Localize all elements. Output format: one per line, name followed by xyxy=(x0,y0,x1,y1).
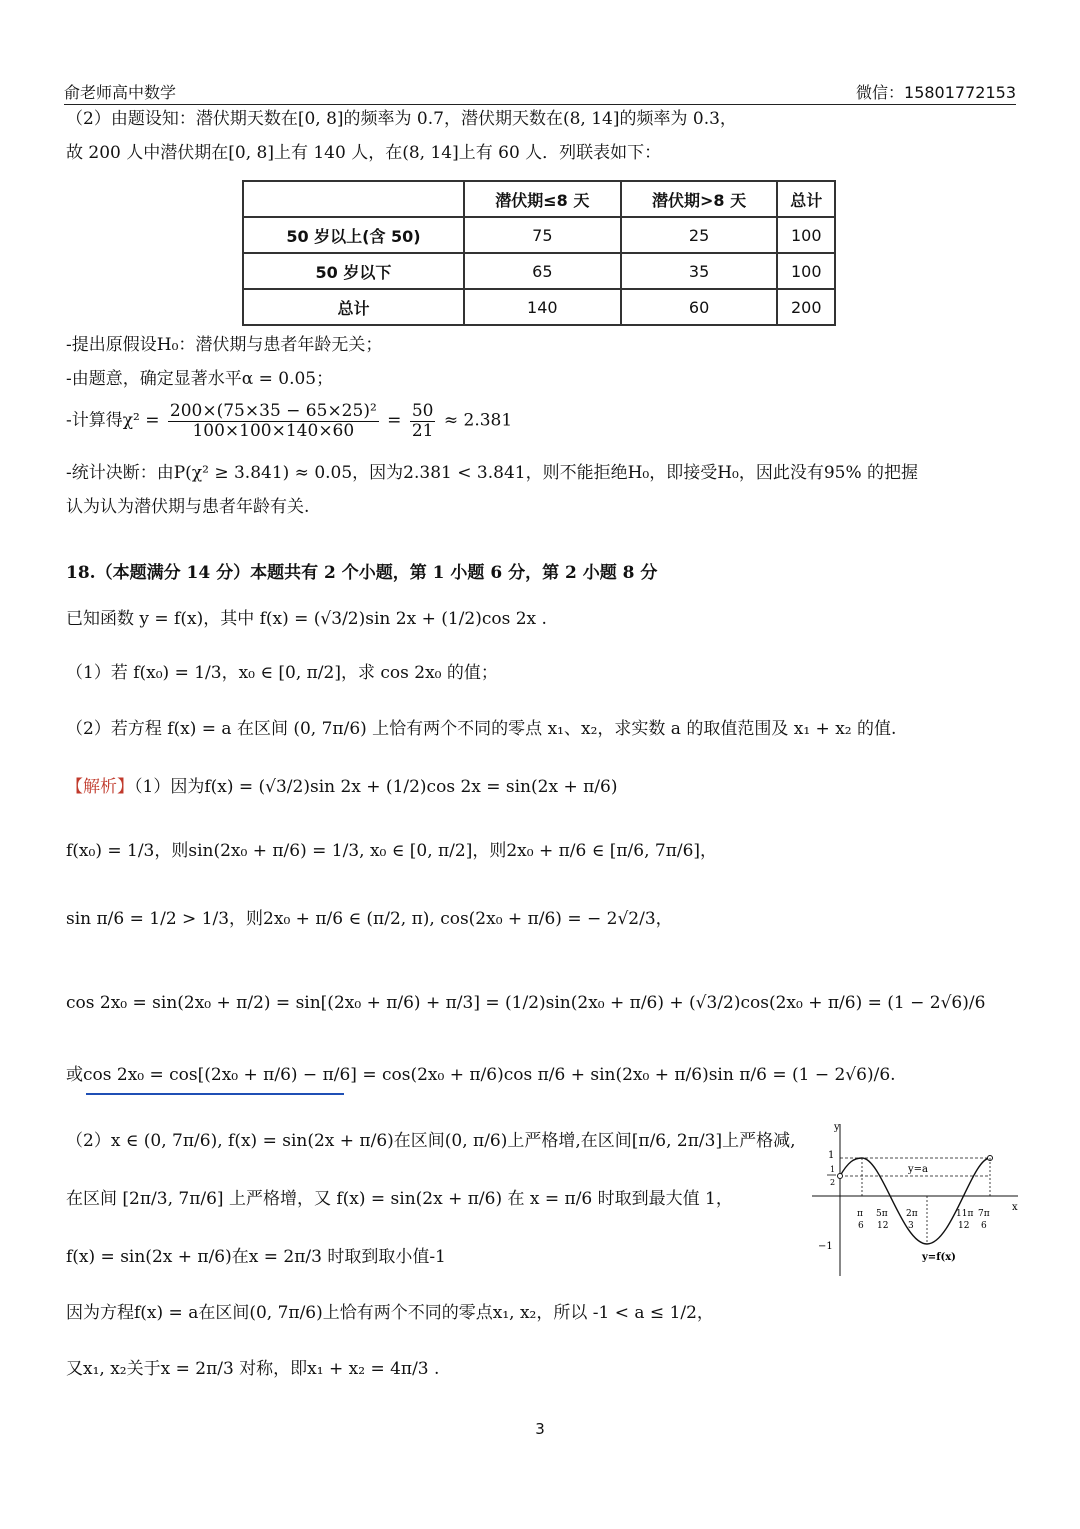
calc-equals: = xyxy=(387,410,402,431)
table-cell: 200 xyxy=(777,289,835,325)
open-dot-start xyxy=(838,1174,843,1179)
problem18-q2: （2）若方程 f(x) = a 在区间 (0, 7π/6) 上恰有两个不同的零点 x₁、x₂，求实数 a 的取值范围及 x₁ + x₂ 的值. xyxy=(66,719,897,739)
chi-value-num: 50 xyxy=(411,401,434,421)
solution-step2: f(x₀) = 1/3，则sin(2x₀ + π/6) = 1/3, x₀ ∈ [0, π/2]，则2x₀ + π/6 ∈ [π/6, 7π/6]， xyxy=(66,841,718,861)
solution-step6: （2）x ∈ (0, 7π/6), f(x) = sin(2x + π/6)在区间(0, π/6)上严格增,在区间[π/6, 2π/3]上严格减, xyxy=(66,1131,796,1151)
table-cell xyxy=(243,181,464,217)
tick-num: 7π xyxy=(978,1209,990,1219)
table-cell: 100 xyxy=(777,217,835,253)
header-right: 微信：15801772153 xyxy=(856,83,1016,102)
decision-line1: -统计决断：由P(χ² ≥ 3.841) ≈ 0.05，因为2.381 < 3.841，则不能拒绝H₀，即接受H₀，因此没有95% 的把握 xyxy=(66,463,919,483)
table-cell: 60 xyxy=(621,289,778,325)
problem18-q1: （1）若 f(x₀) = 1/3，x₀ ∈ [0, π/2]，求 cos 2x₀ 的值； xyxy=(66,663,498,683)
page-number: 3 xyxy=(535,1420,545,1438)
table-cell: 140 xyxy=(464,289,621,325)
solution-step8: f(x) = sin(2x + π/6)在x = 2π/3 时取到取小值-1 xyxy=(66,1247,446,1267)
calc-prefix: -计算得χ² = xyxy=(66,410,160,431)
table-header: 潜伏期≤8 天 xyxy=(464,181,621,217)
header-left: 俞老师高中数学 xyxy=(64,83,177,102)
table-cell: 25 xyxy=(621,217,778,253)
solution-step9: 因为方程f(x) = a在区间(0, 7π/6)上恰有两个不同的零点x₁, x₂，所以 -1 < a ≤ 1/2， xyxy=(66,1303,714,1323)
problem18-title: 18.（本题满分 14 分）本题共有 2 个小题，第 1 小题 6 分，第 2 小题 8 分 xyxy=(66,563,658,583)
table-header: 潜伏期>8 天 xyxy=(621,181,778,217)
table-cell: 65 xyxy=(464,253,621,289)
x-axis-label: x xyxy=(1012,1202,1018,1213)
table-header: 总计 xyxy=(777,181,835,217)
null-hypothesis: -提出原假设H₀：潜伏期与患者年龄无关； xyxy=(66,335,383,355)
tick-num: 11π xyxy=(956,1209,974,1219)
one-label: 1 xyxy=(828,1150,835,1161)
x-tick-labels xyxy=(857,1209,990,1231)
sine-graph xyxy=(812,1118,1022,1278)
solution-step7: 在区间 [2π/3, 7π/6] 上严格增，又 f(x) = sin(2x + π/6) 在 x = π/6 时取到最大值 1， xyxy=(66,1189,733,1209)
chi-fraction xyxy=(168,402,379,440)
table-cell: 75 xyxy=(464,217,621,253)
table-cell: 100 xyxy=(777,253,835,289)
table-cell: 总计 xyxy=(243,289,464,325)
tick-den: 3 xyxy=(908,1221,914,1231)
significance-level: -由题意，确定显著水平α = 0.05； xyxy=(66,369,334,389)
page-header xyxy=(64,78,1016,105)
solution-step10: 又x₁, x₂关于x = 2π/3 对称，即x₁ + x₂ = 4π/3 . xyxy=(66,1359,440,1379)
tick-den: 12 xyxy=(877,1221,889,1231)
solution-step5: 或cos 2x₀ = cos[(2x₀ + π/6) − π/6] = cos(2x₀ + π/6)cos π/6 + sin(2x₀ + π/6)sin π/6 = (1 − 2√6)/6. xyxy=(66,1065,896,1085)
solution-step1 xyxy=(66,776,617,799)
yf-label: y=f(x) xyxy=(922,1252,956,1263)
tick-den: 6 xyxy=(858,1221,864,1231)
half-den: 2 xyxy=(830,1178,836,1187)
table-row xyxy=(243,217,835,253)
table-row xyxy=(243,253,835,289)
solution-step3: sin π/6 = 1/2 > 1/3，则2x₀ + π/6 ∈ (π/2, π), cos(2x₀ + π/6) = − 2√2/3， xyxy=(66,909,673,929)
tick-den: 12 xyxy=(958,1221,970,1231)
chi-value-den: 21 xyxy=(411,420,434,441)
tick-den: 6 xyxy=(981,1221,987,1231)
solution-tag: 【解析】 xyxy=(66,777,134,797)
contingency-table xyxy=(242,180,836,326)
tick-num: 5π xyxy=(876,1209,888,1219)
half-num: 1 xyxy=(830,1165,836,1174)
chi-numerator: 200×(75×35 − 65×25)² xyxy=(169,401,377,421)
p17-line2: 故 200 人中潜伏期在[0, 8]上有 140 人，在(8, 14]上有 60 人．列联表如下： xyxy=(66,143,662,163)
chi-denominator: 100×100×140×60 xyxy=(192,420,355,441)
table-cell: 50 岁以上(含 50) xyxy=(243,217,464,253)
tick-num: 2π xyxy=(906,1209,918,1219)
solution-text: （1）因为f(x) = (√3/2)sin 2x + (1/2)cos 2x = sin(2x + π/6) xyxy=(134,777,618,797)
ya-label: y=a xyxy=(908,1164,928,1175)
neg-one-label: −1 xyxy=(818,1241,833,1252)
solution-step4: cos 2x₀ = sin(2x₀ + π/2) = sin[(2x₀ + π/6) + π/3] = (1/2)sin(2x₀ + π/6) + (√3/2)cos(2x₀ + π/6) = (1 − 2√6)/6 xyxy=(66,993,986,1013)
table-row xyxy=(243,289,835,325)
tick-num: π xyxy=(857,1209,863,1219)
table-cell: 35 xyxy=(621,253,778,289)
table-row xyxy=(243,181,835,217)
p17-line1: （2）由题设知：潜伏期天数在[0, 8]的频率为 0.7，潜伏期天数在(8, 14]的频率为 0.3， xyxy=(66,109,737,129)
calc-approx: ≈ 2.381 xyxy=(443,410,513,431)
table-cell: 50 岁以下 xyxy=(243,253,464,289)
y-axis-label: y xyxy=(834,1122,840,1133)
chi-square-calc xyxy=(66,402,512,440)
blue-underline xyxy=(86,1093,344,1095)
chi-value-fraction xyxy=(410,402,436,440)
problem18-given: 已知函数 y = f(x)，其中 f(x) = (√3/2)sin 2x + (1/2)cos 2x . xyxy=(66,609,547,629)
decision-line2: 认为认为潜伏期与患者年龄有关. xyxy=(66,497,310,517)
